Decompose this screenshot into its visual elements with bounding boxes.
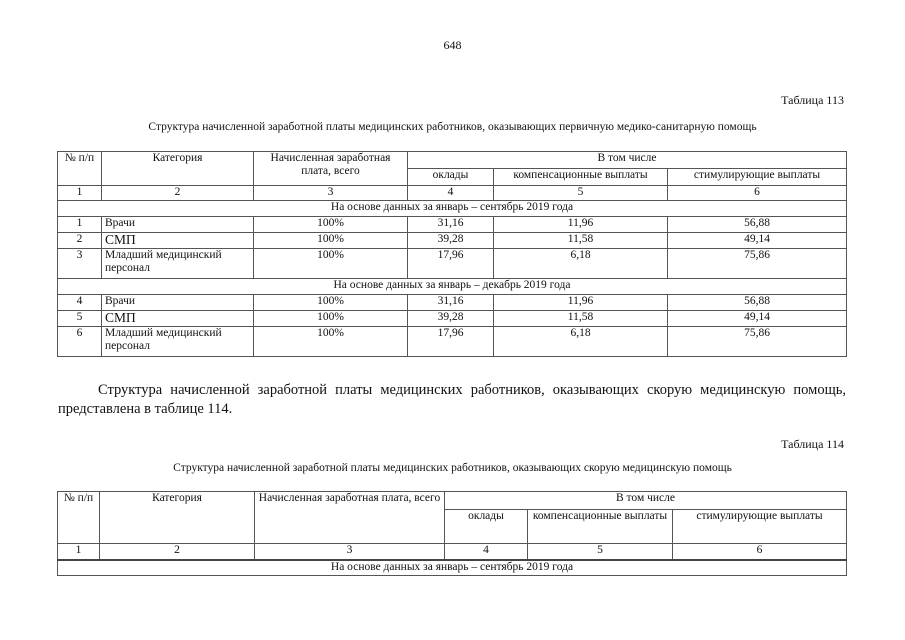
row-num: 4 [58,295,102,311]
table-row [58,295,847,311]
row-total: 100% [254,327,408,357]
column-number: 2 [100,544,255,560]
row-incentive: 49,14 [668,233,847,249]
header-category: Категория [100,492,255,544]
row-compensation: 6,18 [494,249,668,279]
row-salaries: 39,28 [408,233,494,249]
row-total: 100% [254,249,408,279]
column-number: 3 [254,186,408,201]
row-compensation: 11,96 [494,217,668,233]
row-compensation: 6,18 [494,327,668,357]
header-total: Начисленная заработная плата, всего [255,492,445,544]
header-salaries: оклады [445,510,528,544]
column-number: 6 [668,186,847,201]
table-row [58,233,847,249]
row-total: 100% [254,295,408,311]
row-category: Врачи [102,295,254,311]
row-num: 5 [58,311,102,327]
row-salaries: 31,16 [408,217,494,233]
row-total: 100% [254,217,408,233]
column-number: 4 [445,544,528,560]
column-number: 6 [673,544,847,560]
row-salaries: 39,28 [408,311,494,327]
column-number: 3 [255,544,445,560]
page-number: 648 [443,38,462,52]
row-num: 6 [58,327,102,357]
header-including: В том числе [408,152,847,169]
row-salaries: 17,96 [408,327,494,357]
row-category: Младший медицинский персонал [102,327,254,357]
header-num: № п/п [58,152,102,186]
header-incentive: стимулирующие выплаты [668,169,847,186]
row-salaries: 17,96 [408,249,494,279]
table-row [58,217,847,233]
row-total: 100% [254,311,408,327]
table-row [58,311,847,327]
table-114-label: Таблица 114 [781,437,844,451]
row-category: СМП [102,233,254,249]
header-num: № п/п [58,492,100,544]
row-compensation: 11,96 [494,295,668,311]
row-total: 100% [254,233,408,249]
row-incentive: 56,88 [668,217,847,233]
header-including: В том числе [445,492,847,510]
row-incentive: 49,14 [668,311,847,327]
column-number: 1 [58,186,102,201]
section-title: На основе данных за январь – сентябрь 2019 года [58,560,847,576]
column-number: 5 [528,544,673,560]
row-num: 2 [58,233,102,249]
header-compensation: компенсационные выплаты [528,510,673,544]
table-114 [57,491,847,576]
row-compensation: 11,58 [494,233,668,249]
row-num: 3 [58,249,102,279]
table-113-label: Таблица 113 [781,93,844,107]
header-compensation: компенсационные выплаты [494,169,668,186]
header-incentive: стимулирующие выплаты [673,510,847,544]
table-113 [57,151,847,357]
row-incentive: 75,86 [668,327,847,357]
row-salaries: 31,16 [408,295,494,311]
row-compensation: 11,58 [494,311,668,327]
row-incentive: 56,88 [668,295,847,311]
table-113-title: Структура начисленной заработной платы медицинских работников, оказывающих первичную медико-санитарную помощь [148,121,757,133]
column-number: 5 [494,186,668,201]
header-category: Категория [102,152,254,186]
column-number: 2 [102,186,254,201]
row-category: Врачи [102,217,254,233]
body-paragraph: Структура начисленной заработной платы медицинских работников, оказывающих скорую медицинскую помощь, представлена в таблице 114. [58,382,846,417]
row-category: СМП [102,311,254,327]
row-num: 1 [58,217,102,233]
row-category: Младший медицинский персонал [102,249,254,279]
header-salaries: оклады [408,169,494,186]
header-total: Начисленная заработная плата, всего [254,152,408,186]
row-incentive: 75,86 [668,249,847,279]
column-number: 1 [58,544,100,560]
column-number: 4 [408,186,494,201]
table-row [58,327,847,357]
section-title: На основе данных за январь – сентябрь 2019 года [58,201,847,217]
table-114-title: Структура начисленной заработной платы медицинских работников, оказывающих скорую медицинскую помощь [173,462,732,474]
table-row [58,249,847,279]
section-title: На основе данных за январь – декабрь 2019 года [58,279,847,295]
